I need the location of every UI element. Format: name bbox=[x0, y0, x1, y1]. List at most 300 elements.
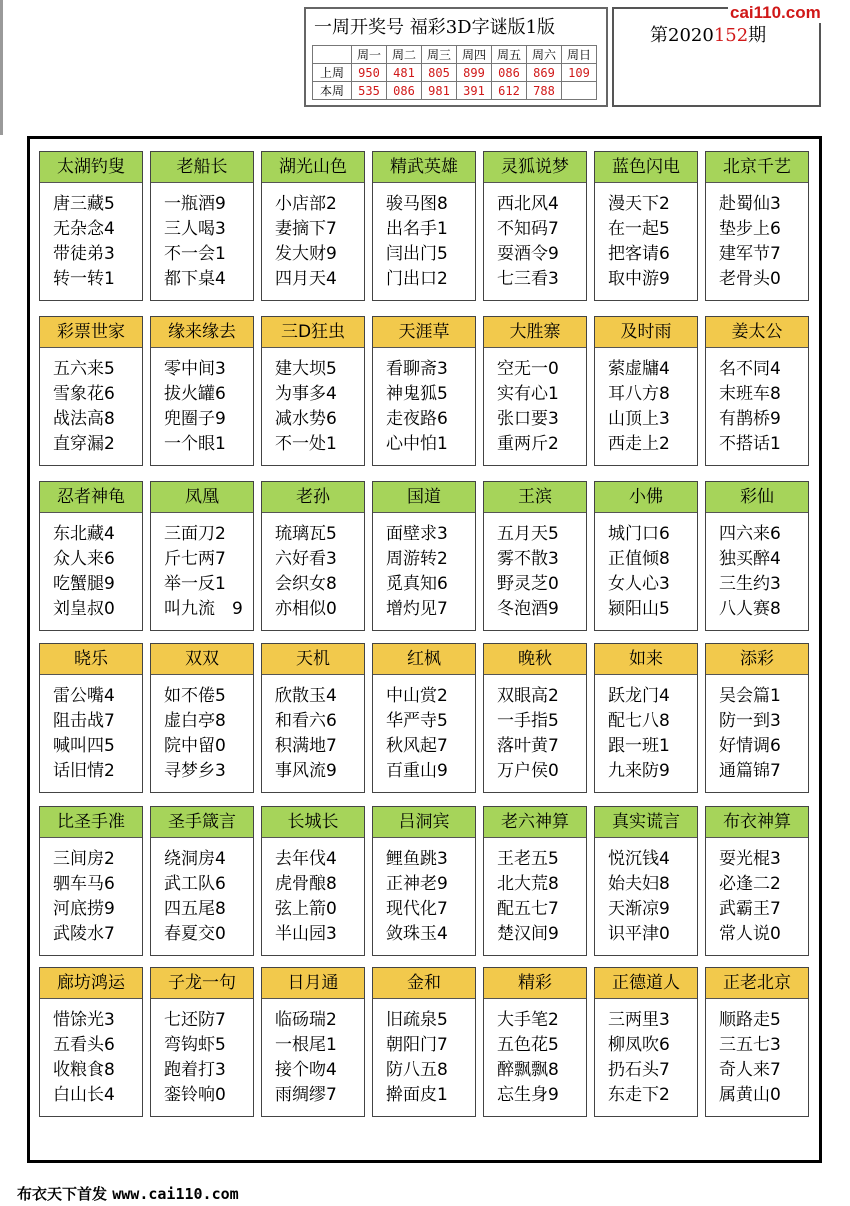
riddle-line: 扔石头7 bbox=[608, 1060, 670, 1080]
riddle-line: 现代化7 bbox=[386, 899, 448, 919]
riddle-line: 和看六6 bbox=[275, 711, 337, 731]
riddle-line: 雾不散3 bbox=[497, 549, 559, 569]
draw-number: 086 bbox=[492, 64, 527, 82]
riddle-line: 驷车马6 bbox=[53, 874, 115, 894]
draw-number bbox=[562, 82, 597, 100]
riddle-lines bbox=[595, 999, 697, 1108]
riddle-lines bbox=[151, 348, 253, 457]
riddle-line: 积满地7 bbox=[275, 736, 337, 756]
riddle-cell bbox=[150, 967, 254, 1117]
riddle-line: 华严寺5 bbox=[386, 711, 448, 731]
riddle-cell bbox=[372, 151, 476, 301]
riddle-line: 把客请6 bbox=[608, 244, 670, 264]
riddle-line: 不一处1 bbox=[275, 434, 337, 454]
riddle-line: 常人说0 bbox=[719, 924, 781, 944]
riddle-line: 萦虚牗4 bbox=[608, 359, 670, 379]
riddle-lines bbox=[151, 513, 253, 622]
riddle-author: 及时雨 bbox=[595, 317, 697, 348]
riddle-line: 八人赛8 bbox=[719, 599, 781, 619]
riddle-line: 颍阳山5 bbox=[608, 599, 670, 619]
riddle-cell bbox=[372, 967, 476, 1117]
riddle-line: 发大财9 bbox=[275, 244, 337, 264]
riddle-lines bbox=[706, 513, 808, 622]
riddle-line: 通篇锦7 bbox=[719, 761, 781, 781]
riddle-line: 小店部2 bbox=[275, 194, 337, 214]
riddle-line: 半山园3 bbox=[275, 924, 337, 944]
riddle-line: 雪象花6 bbox=[53, 384, 115, 404]
riddle-cell bbox=[372, 481, 476, 631]
riddle-line: 一根尾1 bbox=[275, 1035, 337, 1055]
riddle-line: 一个眼1 bbox=[164, 434, 226, 454]
riddle-cell bbox=[39, 643, 143, 793]
riddle-lines bbox=[484, 348, 586, 457]
riddle-cell bbox=[150, 481, 254, 631]
riddle-lines bbox=[151, 675, 253, 784]
riddle-cell bbox=[261, 151, 365, 301]
day-header: 周二 bbox=[387, 46, 422, 64]
riddle-author: 小佛 bbox=[595, 482, 697, 513]
riddle-line: 心中怕1 bbox=[386, 434, 448, 454]
riddle-line: 三生约3 bbox=[719, 574, 781, 594]
riddle-lines bbox=[151, 183, 253, 292]
day-header: 周五 bbox=[492, 46, 527, 64]
riddle-author: 子龙一句 bbox=[151, 968, 253, 999]
riddle-author: 彩票世家 bbox=[40, 317, 142, 348]
riddle-line: 出名手1 bbox=[386, 219, 448, 239]
riddle-line: 零中间3 bbox=[164, 359, 226, 379]
riddle-line: 觅真知6 bbox=[386, 574, 448, 594]
riddle-line: 六好看3 bbox=[275, 549, 337, 569]
riddle-author: 红枫 bbox=[373, 644, 475, 675]
riddle-line: 直穿漏2 bbox=[53, 434, 115, 454]
riddle-author: 晚秋 bbox=[484, 644, 586, 675]
riddle-lines bbox=[262, 838, 364, 947]
riddle-author: 三D狂虫 bbox=[262, 317, 364, 348]
riddle-line: 西走上2 bbox=[608, 434, 670, 454]
riddle-line: 跃龙门4 bbox=[608, 686, 670, 706]
riddle-line: 三两里3 bbox=[608, 1010, 670, 1030]
riddle-lines bbox=[595, 183, 697, 292]
riddle-lines bbox=[484, 675, 586, 784]
row-label: 上周 bbox=[313, 64, 352, 82]
riddle-lines bbox=[40, 513, 142, 622]
riddle-line: 七还防7 bbox=[164, 1010, 226, 1030]
riddle-cell bbox=[372, 316, 476, 466]
riddle-author: 添彩 bbox=[706, 644, 808, 675]
riddle-line: 弯钩虾5 bbox=[164, 1035, 226, 1055]
riddle-author: 精武英雄 bbox=[373, 152, 475, 183]
riddle-line: 三面刀2 bbox=[164, 524, 226, 544]
riddle-line: 奇人来7 bbox=[719, 1060, 781, 1080]
riddle-line: 惜馀光3 bbox=[53, 1010, 115, 1030]
riddle-line: 跟一班1 bbox=[608, 736, 670, 756]
riddle-line: 冬泡酒9 bbox=[497, 599, 559, 619]
riddle-line: 闫出门5 bbox=[386, 244, 448, 264]
riddle-line: 武陵水7 bbox=[53, 924, 115, 944]
riddle-cell bbox=[594, 151, 698, 301]
riddle-line: 必逢二2 bbox=[719, 874, 781, 894]
riddle-lines bbox=[706, 675, 808, 784]
riddle-author: 忍者神龟 bbox=[40, 482, 142, 513]
riddle-line: 五色花5 bbox=[497, 1035, 559, 1055]
riddle-lines bbox=[262, 183, 364, 292]
riddle-line: 带徒弟3 bbox=[53, 244, 115, 264]
riddle-line: 防八五8 bbox=[386, 1060, 448, 1080]
riddle-line: 名不同4 bbox=[719, 359, 781, 379]
riddle-line: 刘皇叔0 bbox=[53, 599, 115, 619]
riddle-line: 有鹊桥9 bbox=[719, 409, 781, 429]
riddle-author: 正老北京 bbox=[706, 968, 808, 999]
riddle-author: 天涯草 bbox=[373, 317, 475, 348]
riddle-line: 虎骨酿8 bbox=[275, 874, 337, 894]
riddle-cell bbox=[594, 806, 698, 956]
draw-number: 086 bbox=[387, 82, 422, 100]
riddle-line: 寻梦乡3 bbox=[164, 761, 226, 781]
issue-number: 152 bbox=[713, 25, 749, 46]
riddle-lines bbox=[484, 513, 586, 622]
draw-row-last-week bbox=[313, 64, 597, 82]
riddle-cell bbox=[705, 967, 809, 1117]
riddle-cell bbox=[261, 643, 365, 793]
riddle-cell bbox=[594, 643, 698, 793]
issue-suffix: 期 bbox=[748, 25, 767, 46]
riddle-line: 骏马图8 bbox=[386, 194, 448, 214]
riddle-line: 不知码7 bbox=[497, 219, 559, 239]
riddle-line: 五六来5 bbox=[53, 359, 115, 379]
day-header: 周六 bbox=[527, 46, 562, 64]
riddle-line: 老骨头0 bbox=[719, 269, 781, 289]
riddle-line: 周游转2 bbox=[386, 549, 448, 569]
riddle-cell bbox=[705, 151, 809, 301]
riddle-author: 长城长 bbox=[262, 807, 364, 838]
riddle-line: 配七八8 bbox=[608, 711, 670, 731]
riddle-line: 吴会篇1 bbox=[719, 686, 781, 706]
riddle-lines bbox=[262, 513, 364, 622]
riddle-lines bbox=[373, 675, 475, 784]
riddle-line: 虚白亭8 bbox=[164, 711, 226, 731]
draw-table-header-row bbox=[313, 46, 597, 64]
weekly-draw-title: 一周开奖号 福彩3D字谜版1版 bbox=[314, 17, 556, 38]
riddle-line: 城门口6 bbox=[608, 524, 670, 544]
riddle-lines bbox=[40, 999, 142, 1108]
riddle-line: 门出口2 bbox=[386, 269, 448, 289]
riddle-author: 王滨 bbox=[484, 482, 586, 513]
riddle-cell bbox=[39, 806, 143, 956]
riddle-line: 西北风4 bbox=[497, 194, 559, 214]
riddle-line: 面壁求3 bbox=[386, 524, 448, 544]
riddle-cell bbox=[594, 967, 698, 1117]
riddle-line: 神鬼狐5 bbox=[386, 384, 448, 404]
riddle-line: 正神老9 bbox=[386, 874, 448, 894]
riddle-line: 事风流9 bbox=[275, 761, 337, 781]
riddle-line: 空无一0 bbox=[497, 359, 559, 379]
draw-number: 805 bbox=[422, 64, 457, 82]
draw-row-this-week bbox=[313, 82, 597, 100]
riddle-line: 漫天下2 bbox=[608, 194, 670, 214]
riddle-line: 中山赏2 bbox=[386, 686, 448, 706]
riddle-line: 三五七3 bbox=[719, 1035, 781, 1055]
issue-label bbox=[650, 21, 766, 47]
riddle-line: 都下桌4 bbox=[164, 269, 226, 289]
riddle-line: 双眼高2 bbox=[497, 686, 559, 706]
riddle-lines bbox=[151, 838, 253, 947]
riddle-author: 天机 bbox=[262, 644, 364, 675]
draw-number: 869 bbox=[527, 64, 562, 82]
riddle-lines bbox=[484, 999, 586, 1108]
riddle-cell bbox=[39, 316, 143, 466]
riddle-line: 耍酒令9 bbox=[497, 244, 559, 264]
riddle-author: 北京千艺 bbox=[706, 152, 808, 183]
riddle-author: 蓝色闪电 bbox=[595, 152, 697, 183]
riddle-lines bbox=[262, 348, 364, 457]
riddle-line: 赴蜀仙3 bbox=[719, 194, 781, 214]
riddle-line: 防一到3 bbox=[719, 711, 781, 731]
riddle-author: 圣手箴言 bbox=[151, 807, 253, 838]
riddle-cell bbox=[372, 806, 476, 956]
riddle-author: 湖光山色 bbox=[262, 152, 364, 183]
riddle-line: 转一转1 bbox=[53, 269, 115, 289]
riddle-cell bbox=[483, 316, 587, 466]
riddle-line: 会织女8 bbox=[275, 574, 337, 594]
riddle-cell bbox=[39, 481, 143, 631]
riddle-lines bbox=[373, 513, 475, 622]
riddle-line: 话旧情2 bbox=[53, 761, 115, 781]
draw-number: 899 bbox=[457, 64, 492, 82]
riddle-line: 去年伐4 bbox=[275, 849, 337, 869]
riddle-lines bbox=[373, 348, 475, 457]
riddle-lines bbox=[595, 348, 697, 457]
riddle-line: 垫步上6 bbox=[719, 219, 781, 239]
riddle-line: 不搭话1 bbox=[719, 434, 781, 454]
riddle-cell bbox=[150, 151, 254, 301]
riddle-author: 廊坊鸿运 bbox=[40, 968, 142, 999]
riddle-cell bbox=[483, 806, 587, 956]
riddle-cell bbox=[150, 806, 254, 956]
riddle-line: 四月天4 bbox=[275, 269, 337, 289]
riddle-cell bbox=[261, 481, 365, 631]
riddle-line: 兜圈子9 bbox=[164, 409, 226, 429]
riddle-line: 擀面皮1 bbox=[386, 1085, 448, 1105]
riddle-cell bbox=[261, 316, 365, 466]
riddle-author: 凤凰 bbox=[151, 482, 253, 513]
riddle-author: 布衣神算 bbox=[706, 807, 808, 838]
riddle-lines bbox=[484, 183, 586, 292]
riddle-author: 精彩 bbox=[484, 968, 586, 999]
riddle-line: 柳凤吹6 bbox=[608, 1035, 670, 1055]
riddle-cell bbox=[261, 806, 365, 956]
draw-number: 391 bbox=[457, 82, 492, 100]
riddle-cell bbox=[594, 481, 698, 631]
riddle-cell bbox=[705, 316, 809, 466]
riddle-line: 收粮食8 bbox=[53, 1060, 115, 1080]
footer-text: 布衣天下首发 bbox=[17, 1185, 108, 1203]
riddle-line: 战法高8 bbox=[53, 409, 115, 429]
draw-number: 981 bbox=[422, 82, 457, 100]
riddle-line: 白山长4 bbox=[53, 1085, 115, 1105]
riddle-line: 无杂念4 bbox=[53, 219, 115, 239]
riddle-line: 耍光棍3 bbox=[719, 849, 781, 869]
riddle-line: 好情调6 bbox=[719, 736, 781, 756]
riddle-author: 姜太公 bbox=[706, 317, 808, 348]
riddle-author: 国道 bbox=[373, 482, 475, 513]
riddle-lines bbox=[373, 999, 475, 1108]
riddle-lines bbox=[151, 999, 253, 1108]
riddle-line: 接个吻4 bbox=[275, 1060, 337, 1080]
riddle-lines bbox=[262, 675, 364, 784]
riddle-line: 銮铃响0 bbox=[164, 1085, 226, 1105]
riddle-line: 王老五5 bbox=[497, 849, 559, 869]
riddle-line: 院中留0 bbox=[164, 736, 226, 756]
riddle-line: 五看头6 bbox=[53, 1035, 115, 1055]
riddle-line: 一瓶酒9 bbox=[164, 194, 226, 214]
riddle-lines bbox=[706, 999, 808, 1108]
riddle-author: 正德道人 bbox=[595, 968, 697, 999]
riddle-line: 鲤鱼跳3 bbox=[386, 849, 448, 869]
riddle-lines bbox=[706, 838, 808, 947]
riddle-cell bbox=[39, 151, 143, 301]
site-logo[interactable]: cai110.com bbox=[730, 3, 821, 22]
riddle-lines bbox=[40, 675, 142, 784]
riddle-line: 在一起5 bbox=[608, 219, 670, 239]
riddle-line: 减水势6 bbox=[275, 409, 337, 429]
riddle-line: 楚汉间9 bbox=[497, 924, 559, 944]
draw-number: 535 bbox=[352, 82, 387, 100]
riddle-line: 识平津0 bbox=[608, 924, 670, 944]
draw-number: 788 bbox=[527, 82, 562, 100]
riddle-line: 一手指5 bbox=[497, 711, 559, 731]
riddle-lines bbox=[706, 348, 808, 457]
riddle-line: 山顶上3 bbox=[608, 409, 670, 429]
riddle-cell bbox=[150, 316, 254, 466]
riddle-lines bbox=[706, 183, 808, 292]
riddle-line: 不一会1 bbox=[164, 244, 226, 264]
riddle-line: 万户侯0 bbox=[497, 761, 559, 781]
riddle-line: 武霸王7 bbox=[719, 899, 781, 919]
riddle-author: 双双 bbox=[151, 644, 253, 675]
riddle-line: 亦相似0 bbox=[275, 599, 337, 619]
riddle-lines bbox=[595, 513, 697, 622]
riddle-cell bbox=[705, 643, 809, 793]
riddle-line: 忘生身9 bbox=[497, 1085, 559, 1105]
riddle-line: 拔火罐6 bbox=[164, 384, 226, 404]
riddle-line: 临砀瑞2 bbox=[275, 1010, 337, 1030]
riddle-line: 悦沉钱4 bbox=[608, 849, 670, 869]
riddle-line: 建大坝5 bbox=[275, 359, 337, 379]
riddle-author: 大胜寨 bbox=[484, 317, 586, 348]
riddle-line: 雨绸缪7 bbox=[275, 1085, 337, 1105]
riddle-cell bbox=[705, 481, 809, 631]
riddle-line: 东走下2 bbox=[608, 1085, 670, 1105]
riddle-line: 落叶黄7 bbox=[497, 736, 559, 756]
riddle-line: 建军节7 bbox=[719, 244, 781, 264]
riddle-lines bbox=[40, 183, 142, 292]
riddle-author: 灵狐说梦 bbox=[484, 152, 586, 183]
riddle-author: 彩仙 bbox=[706, 482, 808, 513]
riddle-author: 太湖钓叟 bbox=[40, 152, 142, 183]
riddle-line: 雷公嘴4 bbox=[53, 686, 115, 706]
riddle-line: 跑着打3 bbox=[164, 1060, 226, 1080]
riddle-lines bbox=[595, 838, 697, 947]
riddle-line: 妻摘下7 bbox=[275, 219, 337, 239]
riddle-line: 七三看3 bbox=[497, 269, 559, 289]
riddle-lines bbox=[595, 675, 697, 784]
riddle-line: 欣散玉4 bbox=[275, 686, 337, 706]
riddle-author: 晓乐 bbox=[40, 644, 142, 675]
riddle-author: 老六神算 bbox=[484, 807, 586, 838]
riddle-line: 东北藏4 bbox=[53, 524, 115, 544]
riddle-line: 武工队6 bbox=[164, 874, 226, 894]
riddle-author: 日月通 bbox=[262, 968, 364, 999]
riddle-author: 真实谎言 bbox=[595, 807, 697, 838]
riddle-line: 女人心3 bbox=[608, 574, 670, 594]
riddle-cell bbox=[705, 806, 809, 956]
riddle-cell bbox=[39, 967, 143, 1117]
riddle-line: 顺路走5 bbox=[719, 1010, 781, 1030]
riddle-author: 缘来缘去 bbox=[151, 317, 253, 348]
riddle-line: 野灵芝0 bbox=[497, 574, 559, 594]
riddle-line: 大手笔2 bbox=[497, 1010, 559, 1030]
draw-number: 950 bbox=[352, 64, 387, 82]
riddle-line: 为事多4 bbox=[275, 384, 337, 404]
riddle-author: 金和 bbox=[373, 968, 475, 999]
riddle-line: 九来防9 bbox=[608, 761, 670, 781]
page-edge-line bbox=[0, 0, 3, 135]
row-label: 本周 bbox=[313, 82, 352, 100]
draw-table-corner bbox=[313, 46, 352, 64]
riddle-cell bbox=[483, 967, 587, 1117]
riddle-line: 醉飘飘8 bbox=[497, 1060, 559, 1080]
riddle-author: 吕洞宾 bbox=[373, 807, 475, 838]
riddle-line: 配五七7 bbox=[497, 899, 559, 919]
riddle-line: 三人喝3 bbox=[164, 219, 226, 239]
riddle-line: 朝阳门7 bbox=[386, 1035, 448, 1055]
riddle-line: 百重山9 bbox=[386, 761, 448, 781]
riddle-line: 唐三藏5 bbox=[53, 194, 115, 214]
riddle-author: 老船长 bbox=[151, 152, 253, 183]
riddle-line: 北大荒8 bbox=[497, 874, 559, 894]
riddle-line: 敛珠玉4 bbox=[386, 924, 448, 944]
riddle-author: 如来 bbox=[595, 644, 697, 675]
day-header: 周日 bbox=[562, 46, 597, 64]
riddle-line: 重两斤2 bbox=[497, 434, 559, 454]
issue-prefix: 第2020 bbox=[650, 25, 714, 46]
riddle-author: 比圣手准 bbox=[40, 807, 142, 838]
weekly-draw-box bbox=[304, 7, 608, 107]
riddle-line: 末班车8 bbox=[719, 384, 781, 404]
riddle-line: 始夫妇8 bbox=[608, 874, 670, 894]
riddle-cell bbox=[372, 643, 476, 793]
riddle-cell bbox=[483, 481, 587, 631]
riddle-cell bbox=[261, 967, 365, 1117]
riddle-lines bbox=[484, 838, 586, 947]
riddle-line: 阻击战7 bbox=[53, 711, 115, 731]
footer-url[interactable]: www.cai110.com bbox=[112, 1185, 239, 1203]
footer bbox=[17, 1183, 239, 1204]
riddle-line: 张口要3 bbox=[497, 409, 559, 429]
riddle-line: 如不倦5 bbox=[164, 686, 226, 706]
riddle-line: 看聊斋3 bbox=[386, 359, 448, 379]
riddle-line: 独买醉4 bbox=[719, 549, 781, 569]
draw-number: 612 bbox=[492, 82, 527, 100]
riddle-line: 琉璃瓦5 bbox=[275, 524, 337, 544]
riddle-line: 吃蟹腿9 bbox=[53, 574, 115, 594]
riddle-line: 天渐凉9 bbox=[608, 899, 670, 919]
riddle-line: 河底捞9 bbox=[53, 899, 115, 919]
riddle-line: 实有心1 bbox=[497, 384, 559, 404]
riddle-cell bbox=[483, 643, 587, 793]
riddle-cell bbox=[594, 316, 698, 466]
riddle-lines bbox=[40, 838, 142, 947]
